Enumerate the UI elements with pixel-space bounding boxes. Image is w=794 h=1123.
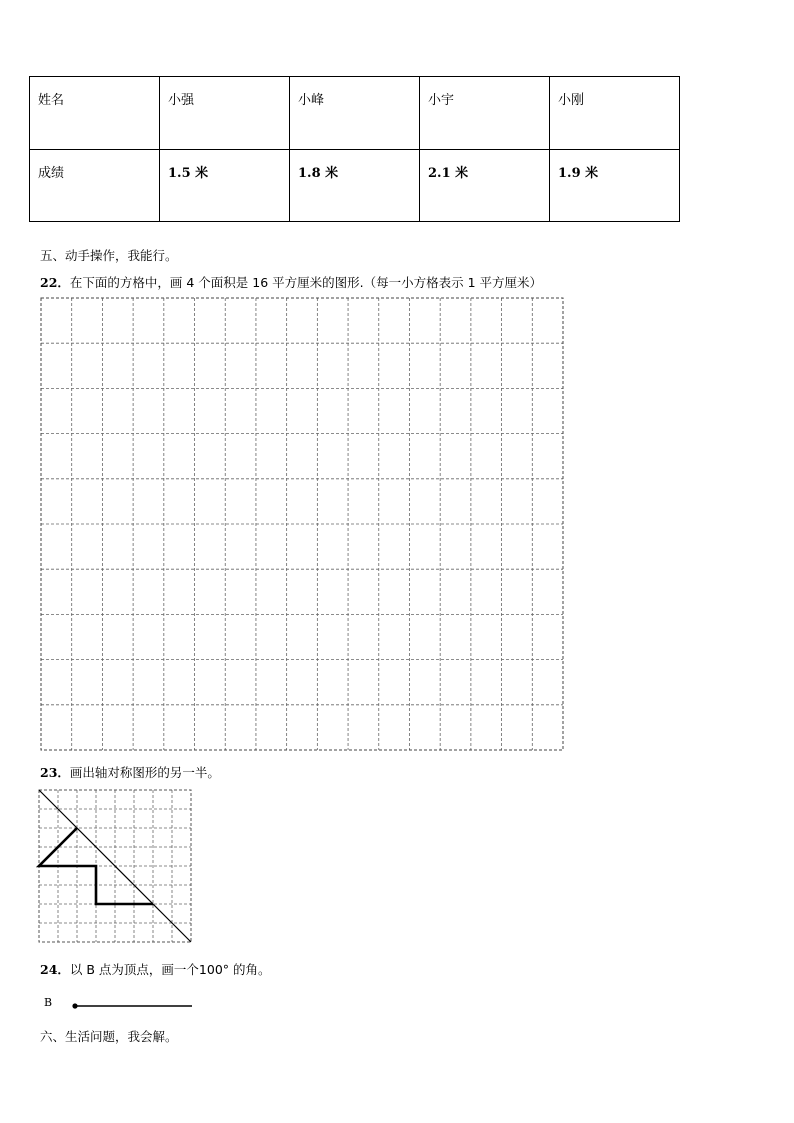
point-b-label: B [44, 996, 53, 1009]
section-5-title: 五、动手操作，我能行。 [40, 248, 178, 263]
ray-from-b[interactable] [70, 1000, 195, 1012]
table-row [30, 149, 680, 222]
score-cell: 1.8 米 [290, 149, 420, 222]
question-text: 画出轴对称图形的另一半。 [69, 765, 220, 780]
section-6-title: 六、生活问题，我会解。 [40, 1029, 178, 1044]
score-table [29, 76, 680, 222]
question-number: 23． [40, 765, 70, 780]
question-22 [40, 273, 542, 291]
header-cell-name: 姓名 [30, 77, 160, 150]
score-cell: 1.5 米 [160, 149, 290, 222]
drawing-grid-22[interactable] [40, 297, 564, 751]
header-cell-xiaoyu: 小宇 [420, 77, 550, 150]
symmetry-grid-23[interactable] [38, 789, 192, 943]
question-number: 22． [40, 275, 70, 290]
header-cell-xiaoqiang: 小强 [160, 77, 290, 150]
question-24 [40, 960, 271, 978]
question-number: 24． [40, 962, 70, 977]
score-cell: 2.1 米 [420, 149, 550, 222]
header-cell-xiaogang: 小刚 [550, 77, 680, 150]
header-cell-xiaofeng: 小峰 [290, 77, 420, 150]
question-text: 以 B 点为顶点，画一个100° 的角。 [69, 962, 271, 977]
question-text: 在下面的方格中，画 4 个面积是 16 平方厘米的图形.（每一小方格表示 1 平方厘米） [69, 275, 543, 290]
question-23 [40, 763, 220, 781]
score-cell: 1.9 米 [550, 149, 680, 222]
table-row [30, 77, 680, 150]
row-label-score: 成绩 [30, 149, 160, 222]
